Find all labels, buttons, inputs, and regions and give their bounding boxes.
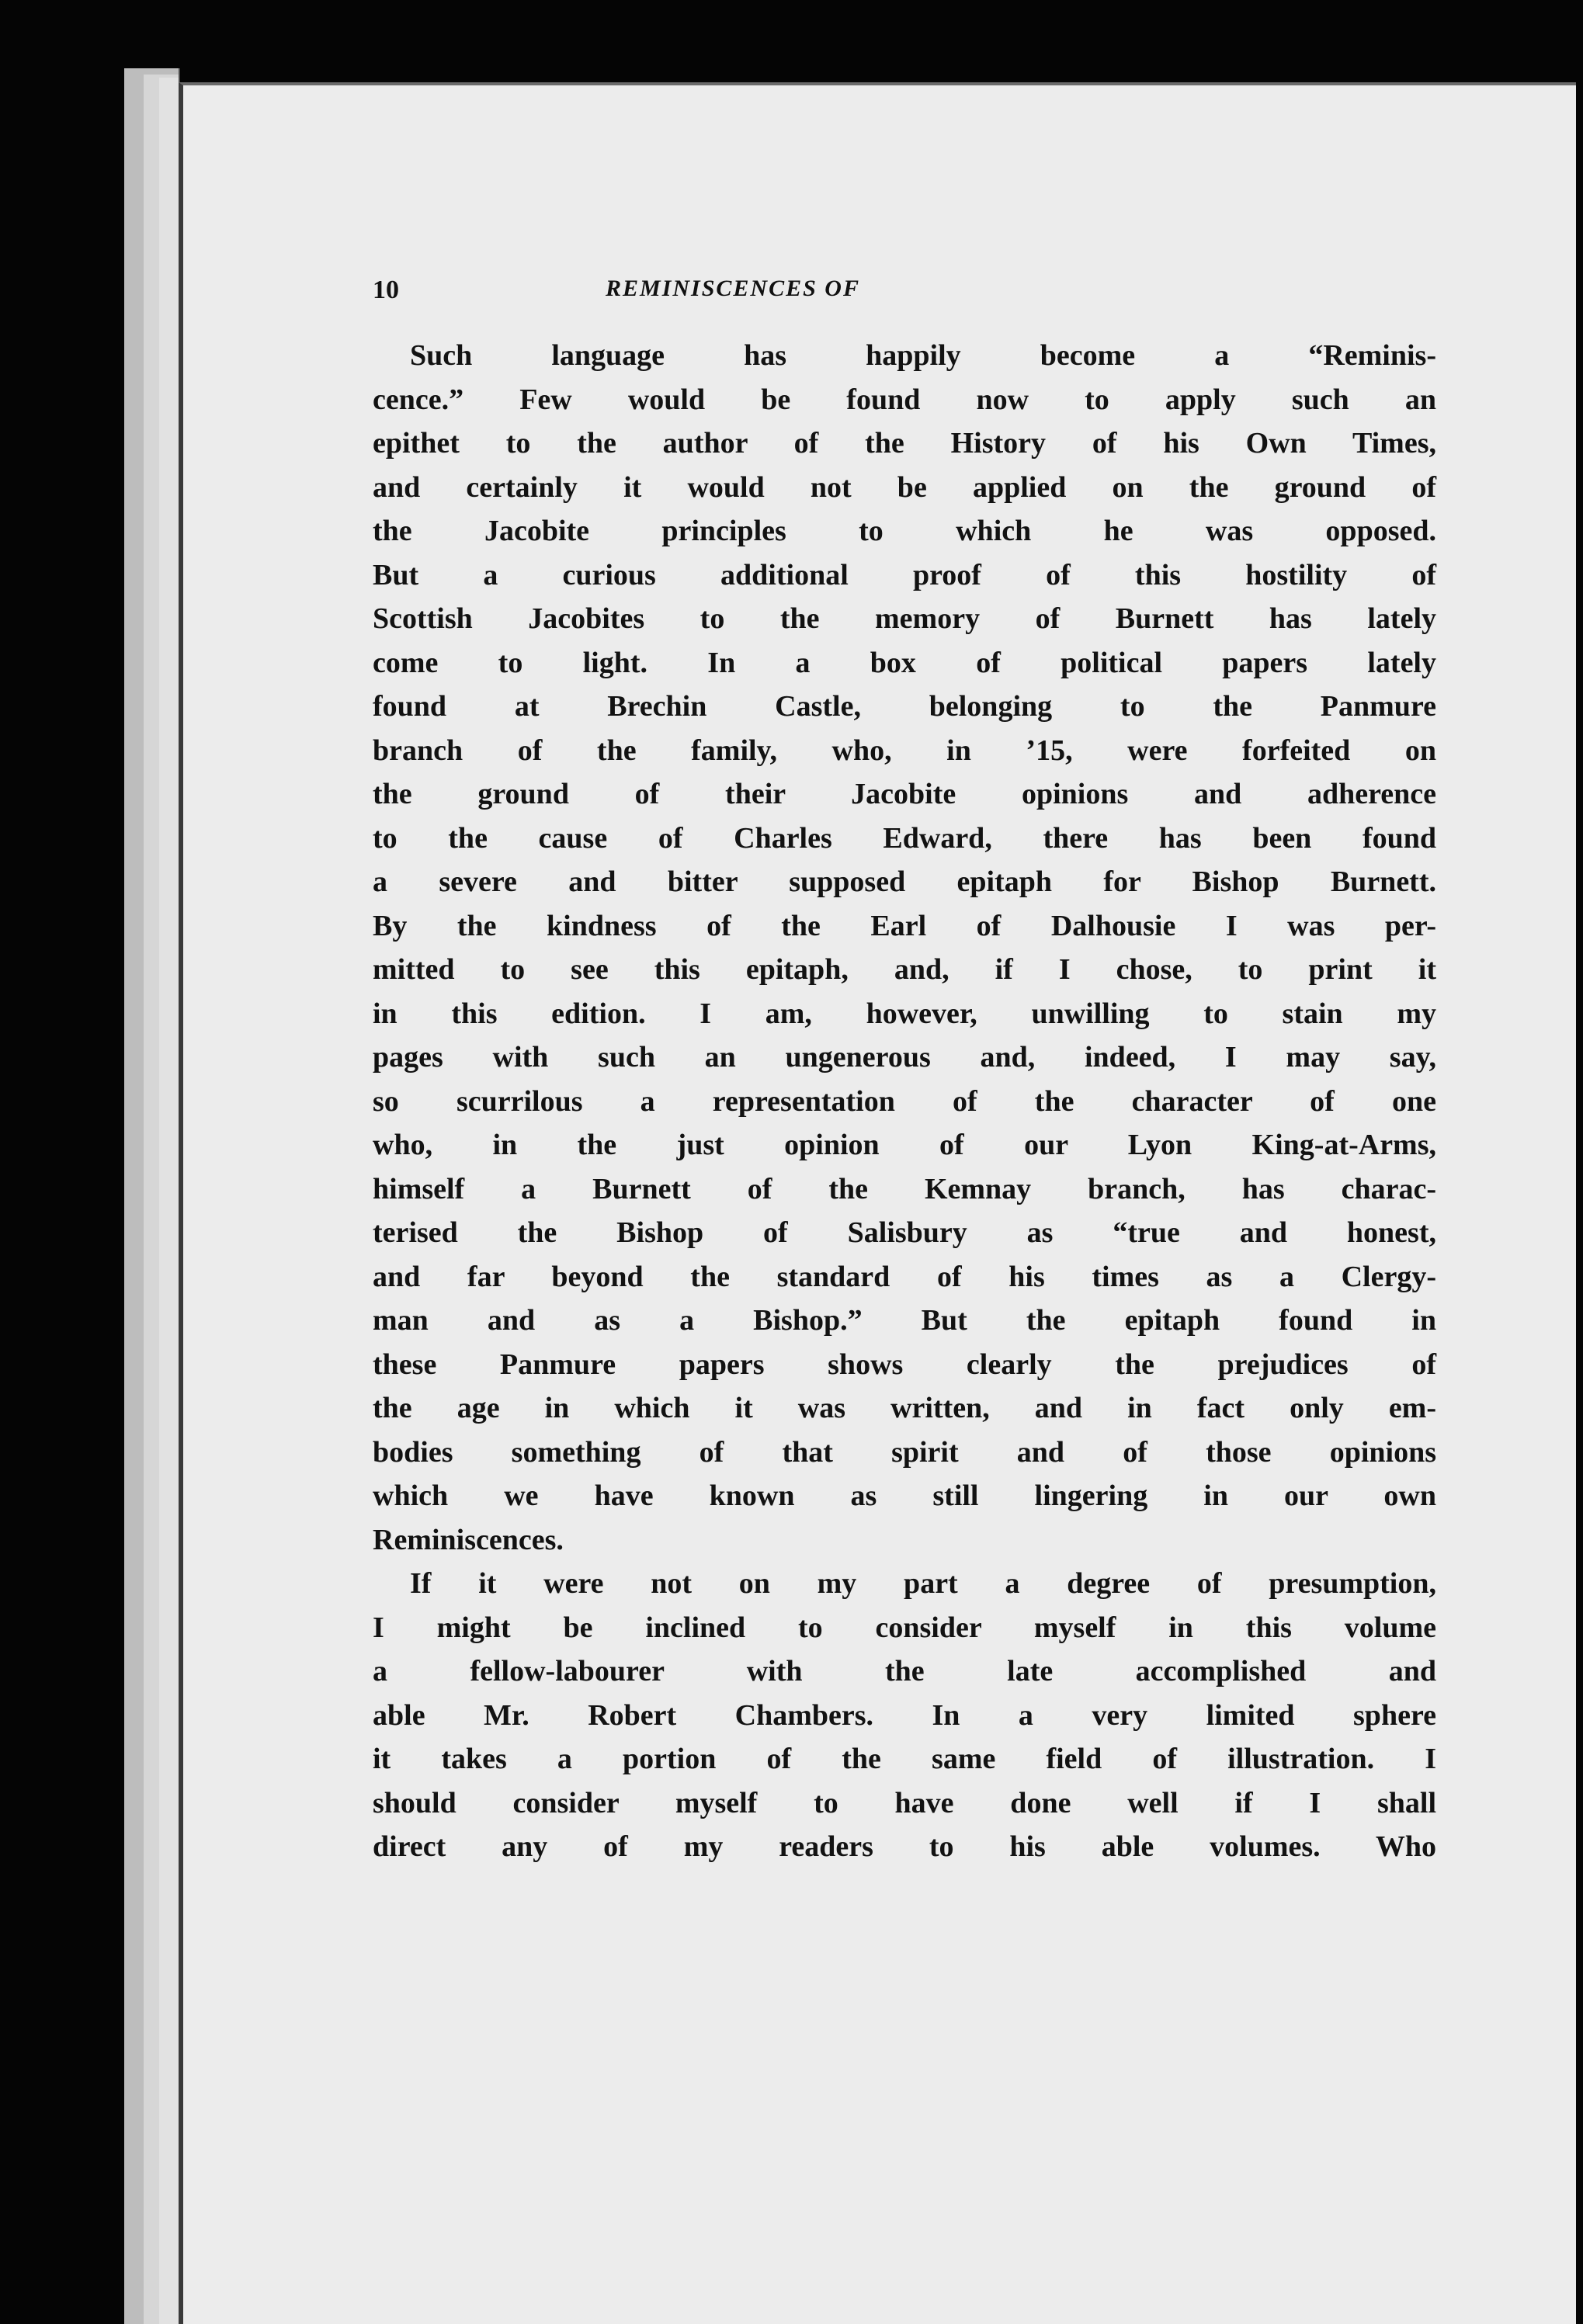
text-line: it takes a portion of the same field of illustration. I <box>373 1743 1436 1775</box>
text-line: Reminiscences. <box>373 1523 564 1556</box>
text-line: cence.” Few would be found now to apply such an <box>373 383 1436 416</box>
text-line: so scurrilous a representation of the character of one <box>373 1084 1436 1118</box>
text-line: the age in which it was written, and in fact only em- <box>373 1392 1436 1424</box>
text-line: But a curious additional proof of this hostility of <box>373 558 1436 591</box>
paragraph <box>373 1562 1436 1869</box>
running-head <box>373 276 1421 314</box>
text-line: these Panmure papers shows clearly the prejudices of <box>373 1348 1436 1381</box>
text-line: and certainly it would not be applied on the ground of <box>373 470 1436 504</box>
text-line: epithet to the author of the History of his Own Times, <box>373 427 1436 460</box>
text-line: in this edition. I am, however, unwilling to stain my <box>373 997 1436 1030</box>
page-edge <box>159 78 180 2324</box>
text-line: and far beyond the standard of his times as a Clergy- <box>373 1260 1436 1293</box>
running-head-title: REMINISCENCES OF <box>606 276 860 301</box>
text-line: direct any of my readers to his able volumes. Who <box>373 1830 1436 1863</box>
paragraph <box>373 334 1436 1562</box>
text-line: the Jacobite principles to which he was opposed. <box>373 515 1436 547</box>
text-line: mitted to see this epitaph, and, if I chose, to print it <box>373 953 1436 986</box>
text-line: I might be inclined to consider myself in this volume <box>373 1611 1436 1644</box>
text-line: who, in the just opinion of our Lyon King-at-Arms, <box>373 1129 1436 1161</box>
text-line: terised the Bishop of Salisbury as “true and honest, <box>373 1216 1436 1249</box>
text-line: pages with such an ungenerous and, indeed, I may say, <box>373 1041 1436 1074</box>
text-line: able Mr. Robert Chambers. In a very limited sphere <box>373 1698 1436 1732</box>
text-line: a severe and bitter supposed epitaph for Bishop Burnett. <box>373 865 1436 898</box>
page-number: 10 <box>373 276 399 304</box>
text-line: Scottish Jacobites to the memory of Burnett has lately <box>373 602 1436 635</box>
text-line: himself a Burnett of the Kemnay branch, has charac- <box>373 1172 1436 1205</box>
text-line: come to light. In a box of political papers lately <box>373 646 1436 679</box>
text-line: Such language has happily become a “Reminis- <box>410 339 1436 372</box>
text-line: man and as a Bishop.” But the epitaph found in <box>373 1304 1436 1337</box>
text-line: branch of the family, who, in ’15, were forfeited on <box>373 734 1436 767</box>
text-line: bodies something of that spirit and of those opinions <box>373 1435 1436 1469</box>
text-line: should consider myself to have done well if I shall <box>373 1786 1436 1819</box>
text-line: to the cause of Charles Edward, there has been found <box>373 821 1436 855</box>
text-line: By the kindness of the Earl of Dalhousie I was per- <box>373 909 1436 942</box>
text-line: which we have known as still lingering in our own <box>373 1479 1436 1512</box>
text-line: If it were not on my part a degree of presumption, <box>410 1567 1436 1600</box>
text-line: found at Brechin Castle, belonging to the Panmure <box>373 690 1436 723</box>
body-text <box>373 334 1436 1869</box>
text-line: a fellow-labourer with the late accomplished and <box>373 1655 1436 1688</box>
text-line: the ground of their Jacobite opinions and adherence <box>373 778 1436 810</box>
